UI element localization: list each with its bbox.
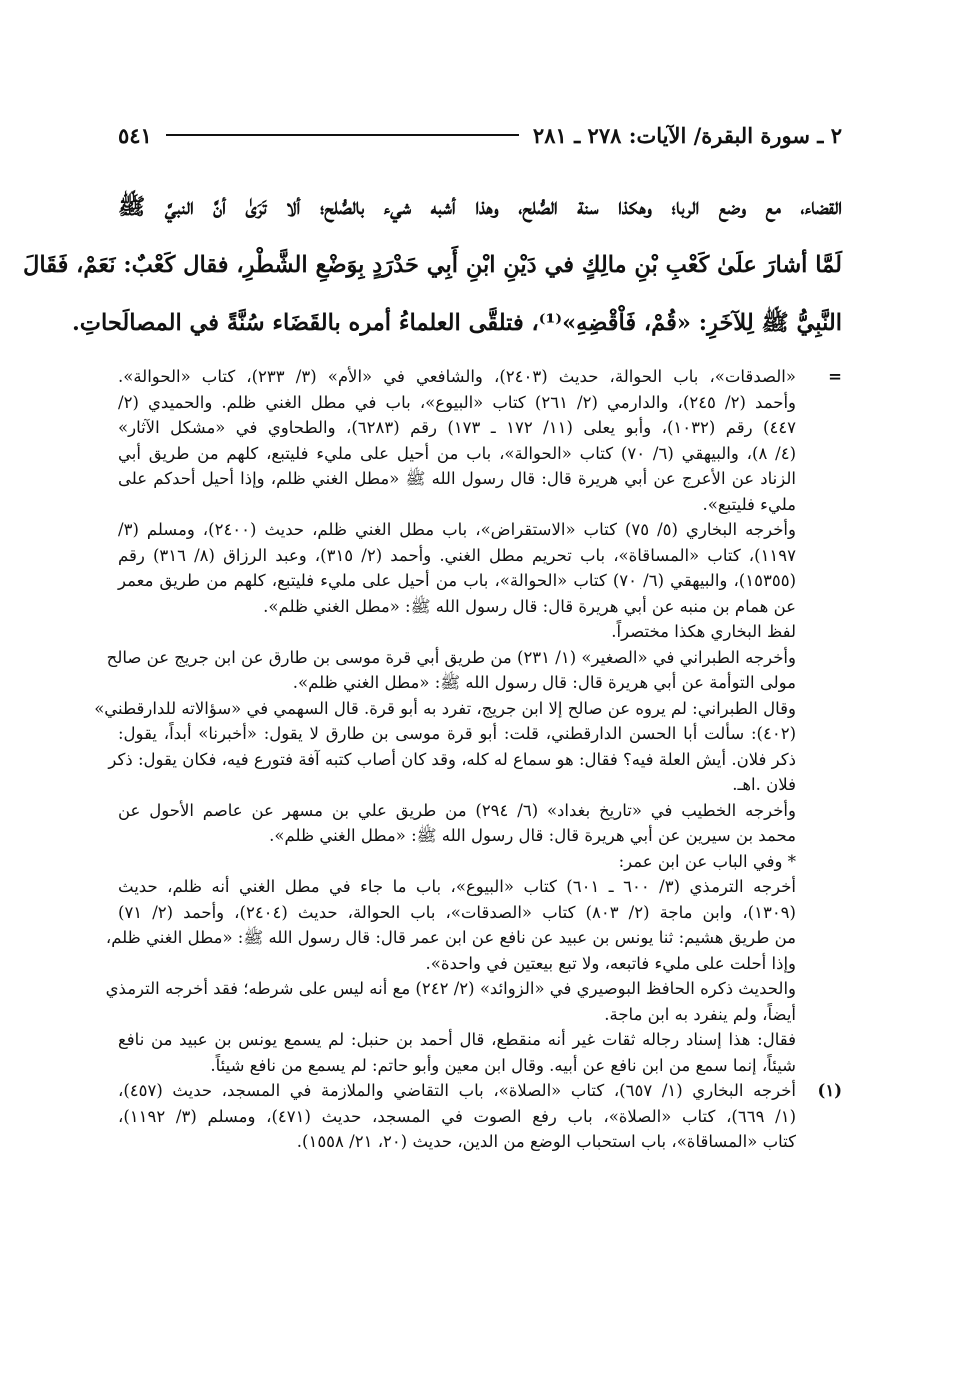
- page-number: ٥٤١: [118, 122, 152, 148]
- main-text-line: القضاء، مع وضع الربا؛ وهكذا سنة الصُّلح، وهذا أشبه شيء بالصُّلح؛ ألا تَرَىٰ أنَّ النبيَّ ﷺ: [118, 194, 842, 220]
- main-text-line: النَّبِيُّ ﷺ لِلآخَرِ: «قُمْ، فَاْقْضِهِ»⁽¹⁾، فتلقَّى العلماءُ أمره بالقَضَاء سُنَّةً في المصالَحاتِ.: [71, 310, 842, 336]
- running-header: [118, 118, 842, 152]
- footnote-line: (٤٠٢): سألت أبا الحسن الدارقطني، قلت: أبو قرة موسى بن طارق لا يقول: «أخبرنا» أبداً، يقول:: [118, 724, 796, 743]
- footnote-line: لفظ البخاري هكذا مختصراً.: [611, 622, 796, 641]
- footnote-line: [118, 364, 842, 390]
- footnote-1-line: كتاب «المساقاة»، باب استحباب الوضع من الدين، حديث (٢٠، ٢١/ ١٥٥٨).: [296, 1132, 796, 1151]
- footnote-line: مليء فليتبع».: [702, 494, 796, 514]
- footnote-line: * وفي الباب عن ابن عمر:: [618, 851, 796, 871]
- footnote-line: شيئاً، إنما سمع من ابن نافع عن أبيه. وقال ابن معين وأبو حاتم: لم يسمع من نافع شيئاً.: [210, 1055, 796, 1075]
- footnote-line: وأخرجه الطبراني في «الصغير» (١/ ٢٣١) من طريق أبي قرة موسى بن طارق عن ابن جريج عن صالح: [106, 647, 796, 667]
- footnote-line: (١٥٣٥٥)، والبيهقي (٦/ ٧٠) كتاب «الحوالة»، باب من أحيل على مليء فليتبع، كلهم من طريق معمر: [118, 571, 796, 590]
- footnote-line: وأخرجه الخطيب في «تاريخ بغداد» (٦/ ٢٩٤) من طريق علي بن مسهر عن عاصم الأحول عن: [118, 800, 796, 820]
- footnote-line: وأخرجه البخاري (٥/ ٧٥) كتاب «الاستقراض»، باب مطل الغني ظلم، حديث (٢٤٠٠)، ومسلم (٣/: [118, 520, 796, 539]
- footnotes: [94, 364, 842, 1155]
- footnote-line: مولى التوأمة عن أبي هريرة قال: قال رسول الله ﷺ: «مطل الغني ظلم».: [292, 673, 796, 692]
- footnote-text: «الصدقات»، باب الحوالة، حديث (٢٤٠٣)، والشافعي في «الأم» (٣/ ٢٣٣)، كتاب «الحوالة».: [118, 367, 796, 386]
- footnote-line: أخرجه الترمذي (٣/ ٦٠٠ ـ ٦٠١) كتاب «البيوع»، باب ما جاء في مطل الغني أنه ظلم، حديث: [118, 877, 797, 896]
- footnote-line: فلان .اهـ.: [732, 775, 796, 794]
- footnote-line: محمد بن سيرين عن أبي هريرة قال: قال رسول الله ﷺ: «مطل الغني ظلم».: [269, 826, 796, 845]
- chapter-title: ٢ ـ سورة البقرة/ الآيات: ٢٧٨ ـ ٢٨١: [532, 122, 842, 148]
- footnote-line: والحديث ذكره الحافظ البوصيري في «الزوائد» (٢/ ٢٤٢) مع أنه ليس على شرطه؛ فقد أخرجه الترمذي: [105, 979, 796, 998]
- main-text-line: لَمَّا أشارَ علَىٰ كَعْبِ بْنِ مالِكٍ في دَيْنِ ابْنِ أَبِي حَدْرَدٍ بِوَضْعِ الشَّطْرِ، فقال كَعْبٌ: نَعَمْ، فَقَالَ: [23, 252, 842, 278]
- footnote-line: (١٣٠٩)، وابن ماجة (٢/ ٨٠٣) كتاب «الصدقات»، باب الحوالة، حديث (٢٤٠٤)، وأحمد (٢/ ٧١): [118, 902, 796, 922]
- footnote-line: وإذا أحلت على مليء فاتبعه، ولا تبع بيعتين في واحدة».: [425, 953, 796, 973]
- footnote-1-line: (١/ ٦٦٩)، كتاب «الصلاة»، باب رفع الصوت في المسجد، حديث (٤٧١)، ومسلم (٣/ ١١٩٢)،: [118, 1106, 797, 1126]
- main-text: [23, 178, 842, 352]
- footnote-line: وأحمد (٢/ ٢٤٥)، والدارمي (٢/ ٢٦١) كتاب «البيوع»، باب في مطل الغني ظلم. والحميدي (٢/: [118, 392, 796, 412]
- footnote-line: (٤/ ٨)، والبيهقي (٦/ ٧٠) كتاب «الحوالة»، باب من أحيل على مليء فليتبع، كلهم من طريق أبي: [118, 443, 797, 463]
- footnote-line: فقال: هذا إسناد رجاله ثقات غير أنه منقطع، قال أحمد بن حنبل: لم يسمع يونس بن عبيد من نافع: [118, 1030, 796, 1049]
- footnote-line: ١١٩٧)، كتاب «المساقاة»، باب تحريم مطل الغني. وأحمد (٢/ ٣١٥)، وعبد الرزاق (٨/ ٣١٦) رقم: [118, 545, 797, 565]
- footnote-line: وقال الطبراني: لم يروه عن صالح إلا ابن جريج، تفرد به أبو قرة. قال السهمي في «سؤالاته للدارقطني»: [94, 698, 796, 718]
- footnote-1-line: [118, 1078, 842, 1104]
- footnote-text: أخرجه البخاري (١/ ٦٥٧)، كتاب «الصلاة»، باب التقاضي والملازمة في المسجد، حديث (٤٥٧)،: [118, 1081, 796, 1100]
- footnote-line: أيضاً، ولم ينفرد به ابن ماجة.: [604, 1004, 796, 1024]
- footnote-line: الزناد عن الأعرج عن أبي هريرة قال: قال رسول الله ﷺ «مطل الغني ظلم، وإذا أحيل أحدكم على: [118, 469, 796, 488]
- continuation-marker: =: [828, 367, 842, 386]
- footnote-line: ذكر فلان. أيش العلة فيه؟ فقال: هو سماع له كله، وقد كان أصاب كتبه آفة فتورع فيه، فكان يقول: ذكر: [108, 749, 796, 769]
- footnote-1-marker: (١): [817, 1081, 842, 1100]
- footnote-line: عن همام بن منبه عن أبي هريرة قال: قال رسول الله ﷺ: «مطل الغني ظلم».: [263, 596, 796, 616]
- footnote-line: ٤٤٧) رقم (١٠٣٢)، وأبو يعلى (١١/ ١٧٢ ـ ١٧٣) رقم (٦٢٨٣)، والطحاوي في «مشكل الآثار»: [118, 418, 797, 437]
- footnote-line: من طريق هشيم: ثنا يونس بن عبيد عن نافع عن ابن عمر قال: قال رسول الله ﷺ: «مطل الغني ظلم،: [105, 928, 796, 947]
- header-rule: [166, 134, 519, 136]
